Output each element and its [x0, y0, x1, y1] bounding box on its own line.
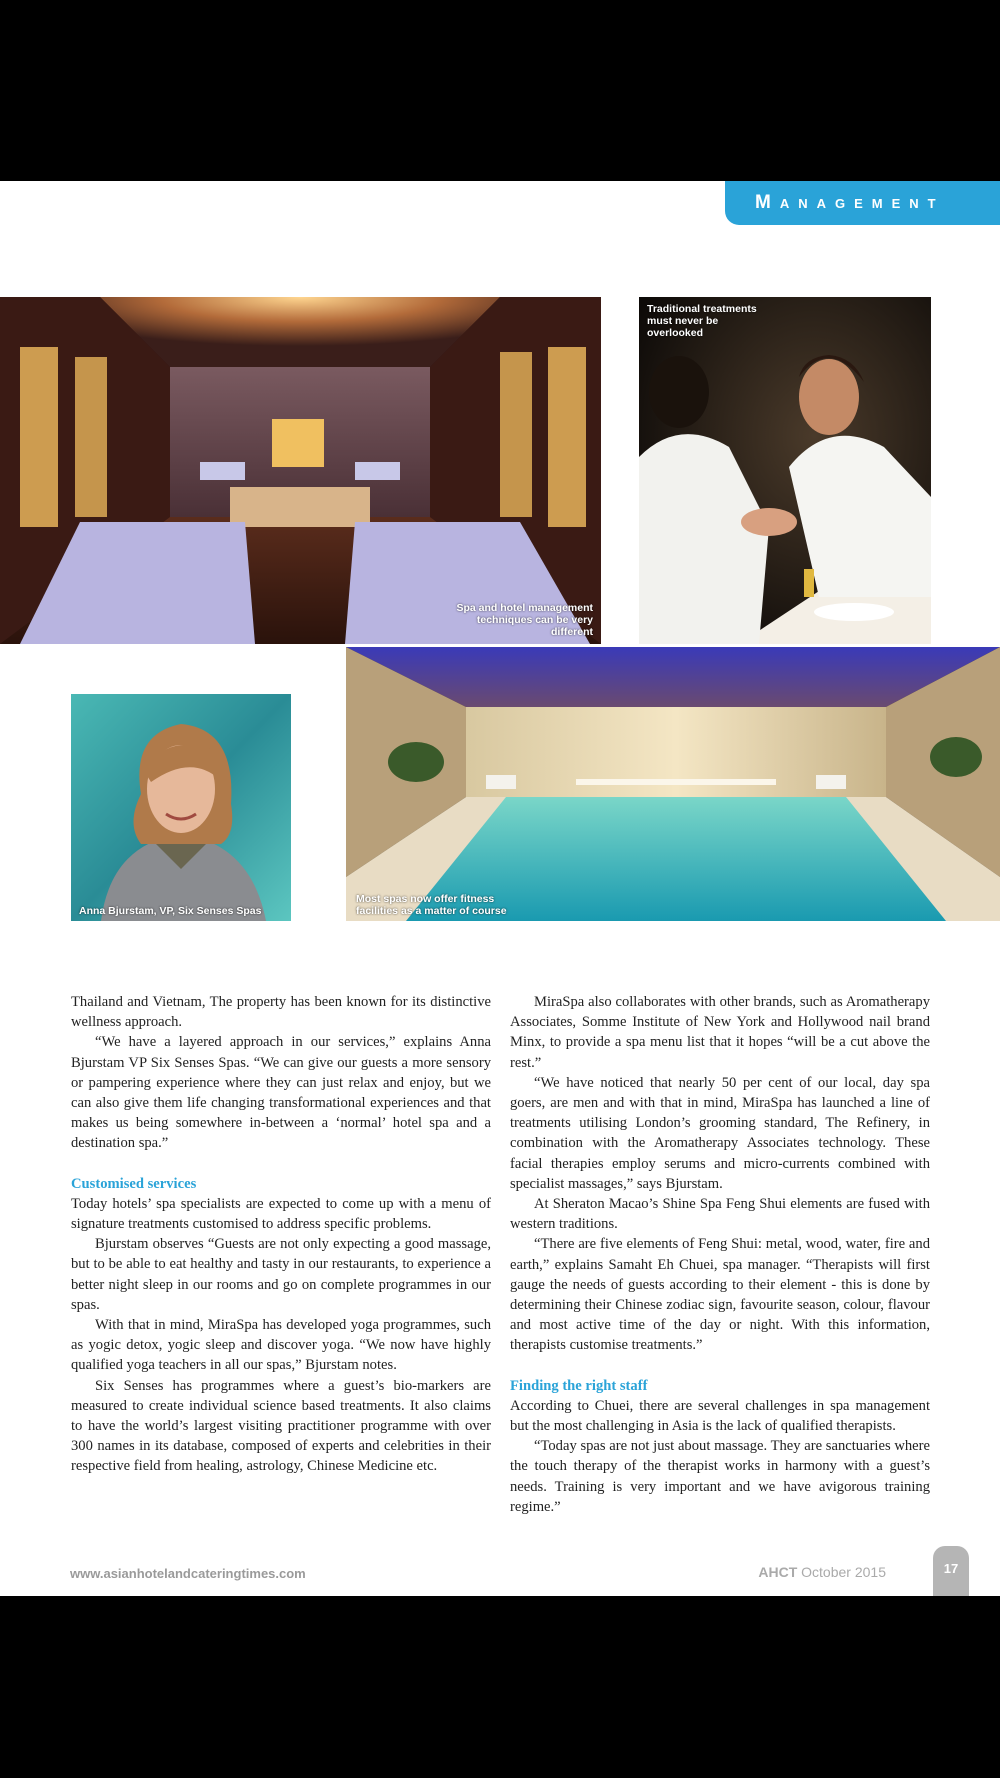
paragraph: MiraSpa also collaborates with other brands, such as Aromatherapy Associates, Somme Institute of New York and Hollywood nail brand Minx, to provide a spa menu list that it hopes “will be a cut above the rest.”	[510, 994, 930, 1071]
photo-spa-room	[0, 297, 601, 644]
paragraph: Six Senses has programmes where a guest’s bio-markers are measured to create individual science based treatments. It also claims to have the world’s largest visiting practitioner programme with over 300 names in its database, composed of experts and celebrities in their respective field from healing, astrology, Chinese Medicine etc.	[71, 1377, 491, 1475]
section-title: Management	[755, 192, 945, 213]
article-column-left	[71, 992, 491, 1477]
paragraph: “We have a layered approach in our services,” explains Anna Bjurstam VP Six Senses Spas. “We can give our guests a more sensory or pampering experience where they can just relax and enjoy, but we can also give them life changing transformational experiences and that makes us being somewhere in-between a ‘normal’ hotel spa and a destination spa.”	[71, 1034, 491, 1152]
paragraph: “We have noticed that nearly 50 per cent of our local, day spa goers, are men and with that in mind, MiraSpa has launched a line of treatments utilising London’s grooming standard, The Refinery, in combination with the Aromatherapy Associates technology. These facial therapies employ serums and micro-currents combined with specialist massages,” says Bjurstam.	[510, 1074, 930, 1192]
section-heading: Finding the right staff	[510, 1377, 648, 1394]
photo-manicure	[639, 297, 931, 644]
portrait-image	[71, 694, 291, 921]
paragraph: “Today spas are not just about massage. They are sanctuaries where the touch therapy of the therapist works in harmony with a guest’s needs. Training is very important and we have avigorous training regime.”	[510, 1438, 930, 1515]
pool-image	[346, 647, 1000, 921]
paragraph: At Sheraton Macao’s Shine Spa Feng Shui elements are fused with western traditions.	[510, 1196, 930, 1233]
caption-portrait: Anna Bjurstam, VP, Six Senses Spas	[79, 905, 262, 917]
caption-spa-room: Spa and hotel management techniques can be very different	[456, 602, 593, 638]
photo-pool	[346, 647, 1000, 921]
page-number: 17	[933, 1546, 969, 1596]
paragraph: With that in mind, MiraSpa has developed yoga programmes, such as yogic detox, yogic sleep and discover yoga. “We now have highly qualified yoga teachers in all our spas,” Bjurstam notes.	[71, 1317, 491, 1374]
magazine-page	[0, 181, 1000, 1596]
section-tab	[725, 181, 1000, 225]
paragraph: Thailand and Vietnam, The property has been known for its distinctive wellness approach.	[71, 994, 491, 1031]
photo-portrait	[71, 694, 291, 921]
caption-pool: Most spas now offer fitness facilities as a matter of course	[356, 893, 507, 917]
caption-manicure: Traditional treatments must never be overlooked	[647, 303, 757, 339]
footer-date: October 2015	[801, 1564, 886, 1580]
footer-issue	[758, 1564, 886, 1580]
spa-room-image	[0, 297, 601, 644]
paragraph: Today hotels’ spa specialists are expected to come up with a menu of signature treatments customised to address specific problems.	[71, 1195, 491, 1233]
footer-publication: AHCT	[758, 1564, 798, 1580]
paragraph: Bjurstam observes “Guests are not only expecting a good massage, but to be able to eat healthy and tasty in our restaurants, to experience a better night sleep in our rooms and go on complete programmes in our spas.	[71, 1236, 491, 1313]
article-column-right	[510, 992, 930, 1517]
manicure-image	[639, 297, 931, 644]
footer-website: www.asianhotelandcateringtimes.com	[70, 1566, 306, 1581]
paragraph: “There are five elements of Feng Shui: metal, wood, water, fire and earth,” explains Samaht Eh Chuei, spa manager. “Therapists will first gauge the needs of guests according to their element - this is done by determining their Chinese zodiac sign, favourite season, colour, flavour and most active time of the day or night. With this information, therapists customise treatments.”	[510, 1236, 930, 1354]
paragraph: According to Chuei, there are several challenges in spa management but the most challenging in Asia is the lack of qualified therapists.	[510, 1397, 930, 1435]
section-heading: Customised services	[71, 1175, 197, 1192]
